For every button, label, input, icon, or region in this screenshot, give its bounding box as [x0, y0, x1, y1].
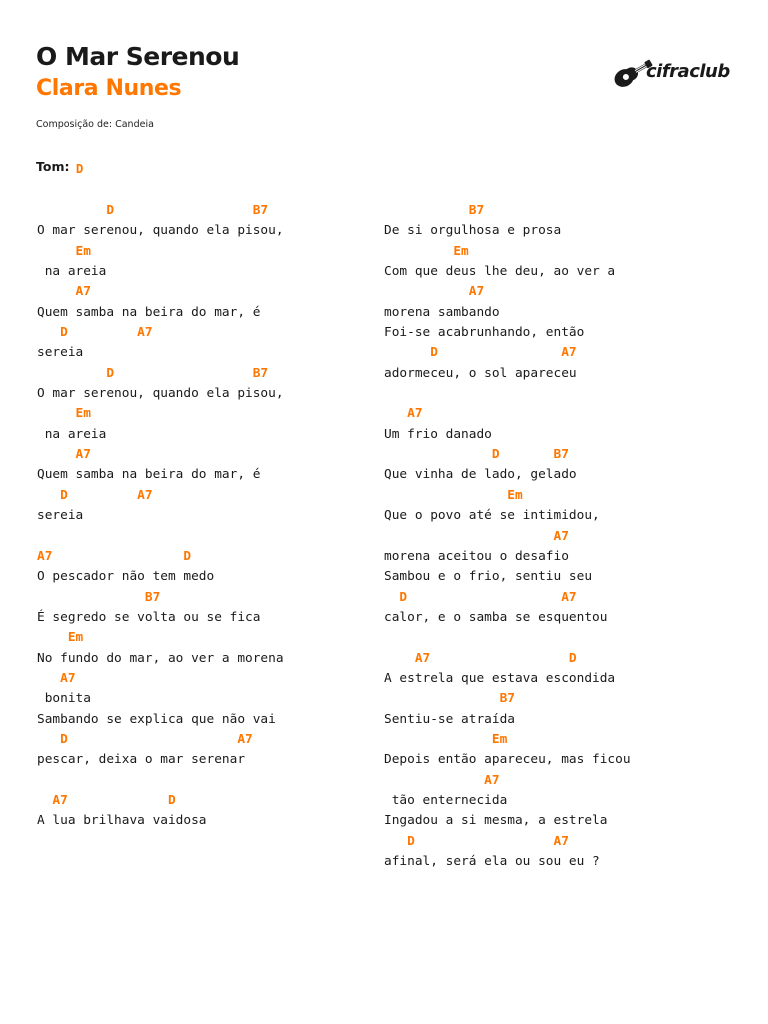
lyric-line: É segredo se volta ou se fica: [37, 609, 261, 625]
lyric-line: adormeceu, o sol apareceu: [384, 365, 577, 381]
chord-line[interactable]: Em: [37, 243, 91, 259]
blank-line: [37, 771, 284, 791]
lyric-line: O mar serenou, quando ela pisou,: [37, 223, 284, 239]
lyric-line: morena sambando: [384, 304, 500, 320]
chord-line[interactable]: D B7: [384, 447, 569, 463]
chord-line[interactable]: Em: [384, 731, 508, 747]
chord-line[interactable]: D B7: [37, 365, 269, 381]
lyric-line: Ingadou a si mesma, a estrela: [384, 813, 608, 829]
chord-line[interactable]: A7 D: [37, 792, 176, 808]
lyric-line: tão enternecida: [384, 792, 508, 808]
cifraclub-logo[interactable]: [606, 46, 730, 94]
chord-line[interactable]: A7: [384, 406, 423, 422]
lyric-line: afinal, será ela ou sou eu ?: [384, 854, 600, 869]
chord-line[interactable]: D A7: [384, 833, 569, 849]
lyric-line: O pescador não tem medo: [37, 569, 215, 585]
lyric-line: A estrela que estava escondida: [384, 670, 616, 686]
lyric-line: sereia: [37, 508, 84, 524]
lyric-line: De si orgulhosa e prosa: [384, 223, 562, 239]
chord-line[interactable]: Em: [37, 630, 84, 646]
lyric-line: No fundo do mar, ao ver a morena: [37, 650, 284, 666]
chord-line[interactable]: D A7: [384, 345, 577, 361]
chord-line[interactable]: A7: [37, 670, 76, 686]
chord-line[interactable]: B7: [384, 691, 515, 707]
chord-line[interactable]: A7: [384, 528, 569, 544]
song-key: [36, 159, 83, 174]
chord-line[interactable]: D A7: [37, 731, 253, 747]
lyric-line: Sentiu-se atraída: [384, 711, 515, 727]
lyric-line: Quem samba na beira do mar, é: [37, 304, 261, 320]
lyric-line: Que o povo até se intimidou,: [384, 508, 600, 524]
blank-line: [37, 527, 284, 547]
lyric-line: O mar serenou, quando ela pisou,: [37, 386, 284, 402]
chord-line[interactable]: A7 D: [37, 548, 192, 564]
lyric-line: Sambou e o frio, sentiu seu: [384, 569, 593, 585]
chord-line[interactable]: A7: [37, 447, 91, 463]
lyric-line: bonita: [37, 691, 91, 707]
chord-line[interactable]: D A7: [37, 325, 153, 341]
artist-name[interactable]: Clara Nunes: [36, 76, 182, 101]
lyric-line: calor, e o samba se esquentou: [384, 609, 608, 625]
chord-line[interactable]: A7 D: [384, 650, 577, 666]
song-title: O Mar Serenou: [36, 42, 240, 71]
lyric-line: Sambando se explica que não vai: [37, 711, 276, 727]
song-key-value[interactable]: D: [75, 161, 84, 176]
chord-line[interactable]: D B7: [37, 203, 269, 218]
blank-line: [384, 628, 631, 648]
lyric-line: Que vinha de lado, gelado: [384, 467, 577, 483]
chord-line[interactable]: A7: [384, 284, 485, 300]
chord-line[interactable]: Em: [384, 243, 469, 259]
chord-line[interactable]: A7: [37, 284, 91, 300]
lyric-line: morena aceitou o desafio: [384, 548, 569, 564]
chord-line[interactable]: B7: [37, 589, 161, 605]
chord-line[interactable]: Em: [384, 487, 523, 503]
lyrics-column-left: [37, 201, 284, 832]
lyric-line: Com que deus lhe deu, ao ver a: [384, 264, 616, 280]
lyric-line: sereia: [37, 345, 84, 361]
song-key-label: Tom:: [36, 159, 70, 174]
lyric-line: Depois então apareceu, mas ficou: [384, 752, 631, 768]
lyric-line: Foi-se acabrunhando, então: [384, 325, 585, 341]
chord-line[interactable]: B7: [384, 203, 485, 218]
lyric-line: na areia: [37, 426, 107, 442]
chord-line[interactable]: Em: [37, 406, 91, 422]
chord-line[interactable]: A7: [384, 772, 500, 788]
lyric-line: A lua brilhava vaidosa: [37, 813, 207, 829]
lyric-line: Um frio danado: [384, 426, 492, 442]
lyric-line: Quem samba na beira do mar, é: [37, 467, 261, 483]
lyric-line: na areia: [37, 264, 107, 280]
lyric-line: pescar, deixa o mar serenar: [37, 752, 246, 768]
chord-line[interactable]: D A7: [384, 589, 577, 605]
lyrics-column-right: [384, 201, 631, 872]
composer-credit: Composição de: Candeia: [36, 119, 154, 130]
logo-text: cifraclub: [646, 61, 730, 82]
chord-line[interactable]: D A7: [37, 487, 153, 503]
blank-line: [384, 384, 631, 404]
